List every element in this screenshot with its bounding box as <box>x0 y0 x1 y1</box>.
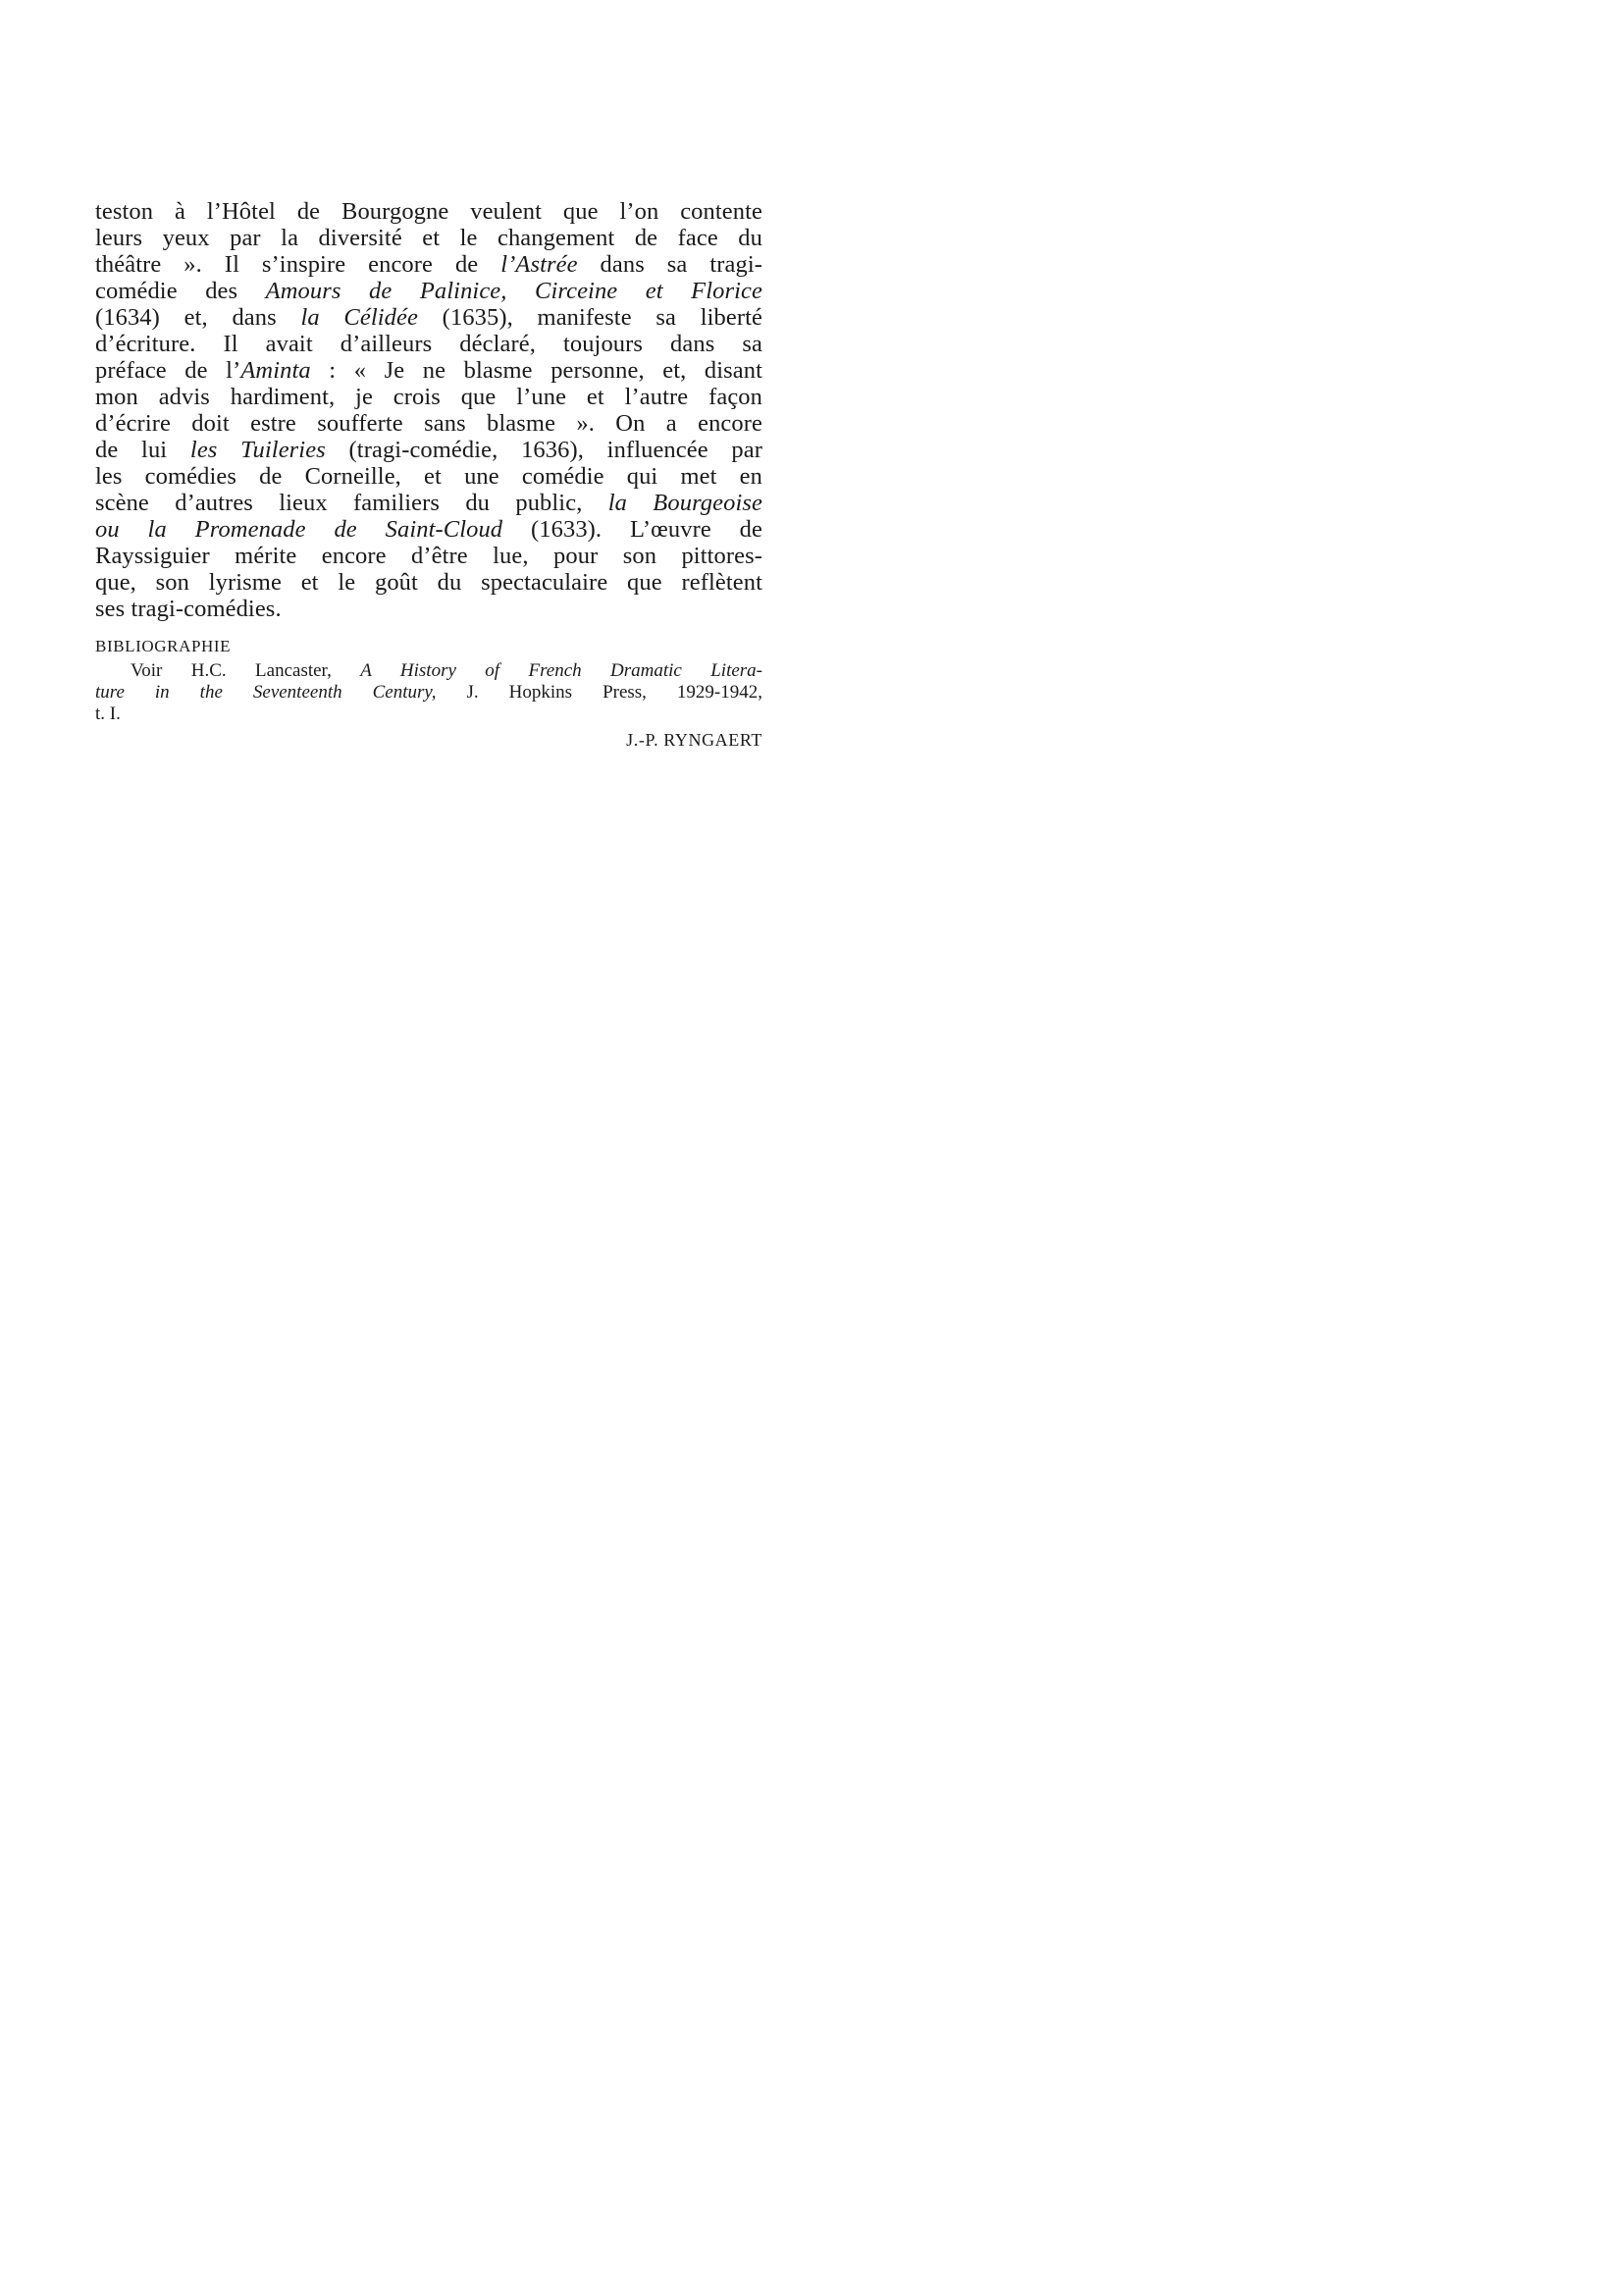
body-text: que, son lyrisme et le goût du spectaculaire que reflètent <box>95 569 762 596</box>
bibliography-text: J. Hopkins Press, 1929-1942, <box>436 682 763 703</box>
body-text: teston à l’Hôtel de Bourgogne veulent que l’on contente <box>95 198 762 225</box>
body-italic-text: la Bourgeoise <box>607 490 762 516</box>
bibliography-entry <box>95 660 762 725</box>
body-line <box>95 198 762 225</box>
body-line <box>95 437 762 463</box>
body-text: leurs yeux par la diversité et le changement de face du <box>95 225 762 251</box>
body-text: mon advis hardiment, je crois que l’une et l’autre façon <box>95 384 762 410</box>
body-text: (1633). L’œuvre de <box>502 516 762 543</box>
body-text: comédie des <box>95 278 266 304</box>
body-italic-text: Aminta <box>240 357 311 384</box>
bibliography-text: Voir H.C. Lancaster, <box>131 660 361 681</box>
body-text: (1634) et, dans <box>95 304 301 331</box>
body-line <box>95 516 762 543</box>
body-line <box>95 596 762 622</box>
bibliography-section <box>95 636 762 725</box>
body-paragraph <box>95 198 762 622</box>
body-line <box>95 543 762 569</box>
bibliography-text: t. I. <box>95 704 121 724</box>
body-line <box>95 490 762 516</box>
bibliography-italic-text: A History of French Dramatic Litera- <box>360 660 762 681</box>
bibliography-line <box>95 704 762 725</box>
body-italic-text: Amours de Palinice, Circeine et Florice <box>265 278 762 304</box>
body-italic-text: l’Astrée <box>500 251 578 278</box>
body-line <box>95 278 762 304</box>
author-signature: J.-P. RYNGAERT <box>626 730 762 750</box>
body-line <box>95 357 762 384</box>
body-text: Rayssiguier mérite encore d’être lue, pour son pittores- <box>95 543 762 569</box>
body-text: préface de l’ <box>95 357 241 384</box>
article-column <box>95 198 762 751</box>
body-line <box>95 384 762 410</box>
bibliography-heading: BIBLIOGRAPHIE <box>95 637 232 655</box>
body-text: dans sa tragi- <box>577 251 762 278</box>
body-text: théâtre ». Il s’inspire encore de <box>95 251 501 278</box>
body-line <box>95 569 762 596</box>
body-text: d’écrire doit estre soufferte sans blasme ». On a encore <box>95 410 762 437</box>
bibliography-italic-text: ture in the Seventeenth Century, <box>95 682 437 703</box>
body-line <box>95 225 762 251</box>
body-text: d’écriture. Il avait d’ailleurs déclaré, toujours dans sa <box>95 331 762 357</box>
body-line <box>95 463 762 490</box>
body-text: scène d’autres lieux familiers du public, <box>95 490 608 516</box>
body-text: ses tragi-comédies. <box>95 596 282 622</box>
body-text: de lui <box>95 437 190 463</box>
body-text: (tragi-comédie, 1636), influencée par <box>325 437 762 463</box>
body-italic-text: les Tuileries <box>189 437 326 463</box>
bibliography-line <box>95 660 762 682</box>
body-line <box>95 410 762 437</box>
body-line <box>95 251 762 278</box>
body-italic-text: la Célidée <box>300 304 418 331</box>
body-line <box>95 331 762 357</box>
body-italic-text: ou la Promenade de Saint-Cloud <box>95 516 503 543</box>
body-text: les comédies de Corneille, et une comédie qui met en <box>95 463 762 490</box>
body-line <box>95 304 762 331</box>
body-text: : « Je ne blasme personne, et, disant <box>310 357 762 384</box>
bibliography-line <box>95 682 762 704</box>
body-text: (1635), manifeste sa liberté <box>417 304 762 331</box>
